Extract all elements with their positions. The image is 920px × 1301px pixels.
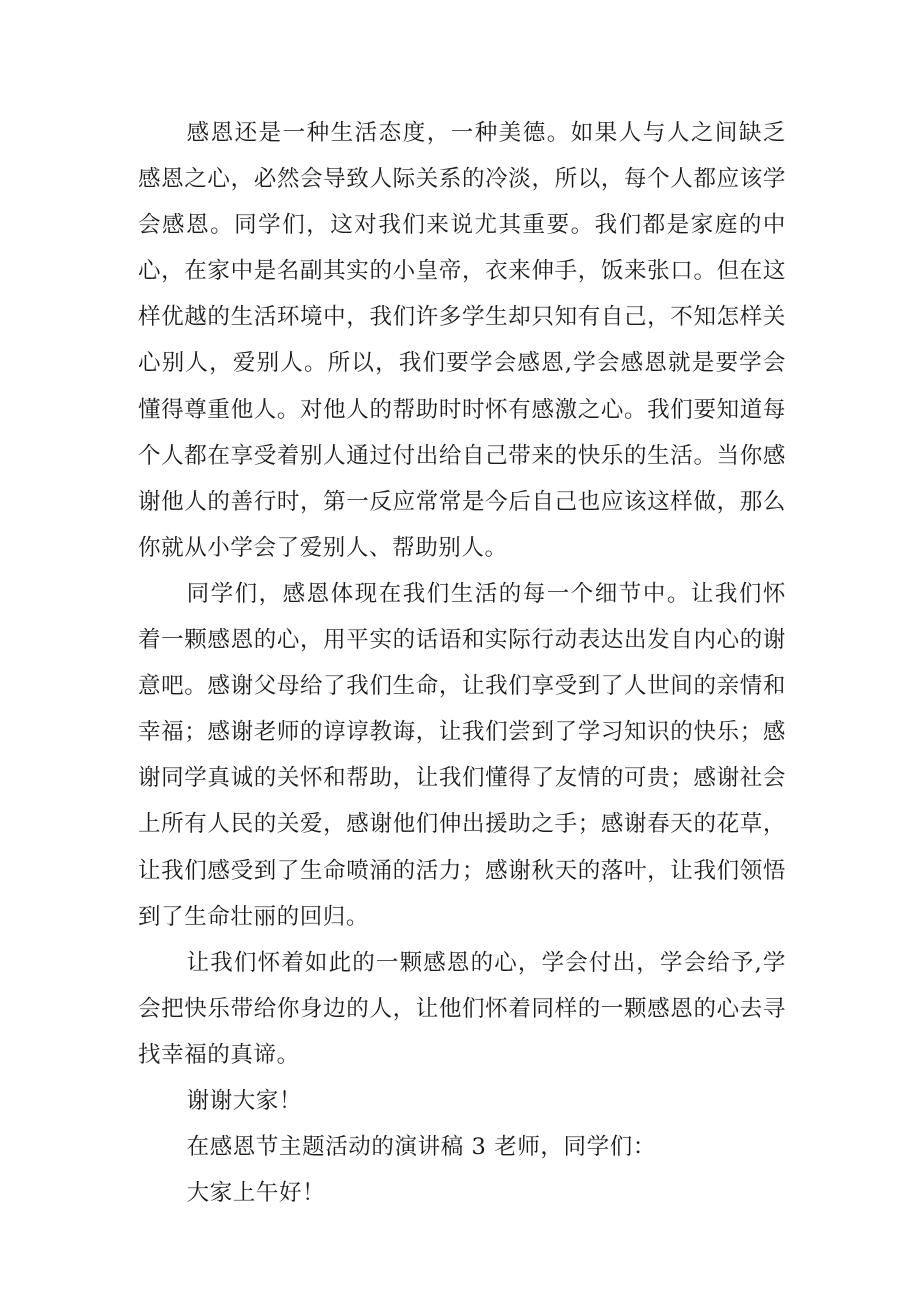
document-body <box>138 110 786 1216</box>
paragraph-gratitude-details: 同学们，感恩体现在我们生活的每一个细节中。让我们怀着一颗感恩的心，用平实的话语和实际行动表达出发自内心的谢意吧。感谢父母给了我们生命，让我们享受到了人世间的亲情和幸福；感谢老师的谆谆教诲，让我们尝到了学习知识的快乐；感谢同学真诚的关怀和帮助，让我们懂得了友情的可贵；感谢社会上所有人民的关爱，感谢他们伸出援助之手；感谢春天的花草，让我们感受到了生命喷涌的活力；感谢秋天的落叶，让我们领悟到了生命壮丽的回归。 <box>138 580 786 930</box>
paragraph-gratitude-attitude: 感恩还是一种生活态度，一种美德。如果人与人之间缺乏感恩之心，必然会导致人际关系的冷淡，所以，每个人都应该学会感恩。同学们，这对我们来说尤其重要。我们都是家庭的中心，在家中是名副其实的小皇帝，衣来伸手，饭来张口。但在这样优越的生活环境中，我们许多学生却只知有自己，不知怎样关心别人，爱别人。所以，我们要学会感恩,学会感恩就是要学会懂得尊重他人。对他人的帮助时时怀有感激之心。我们要知道每个人都在享受着别人通过付出给自己带来的快乐的生活。当你感谢他人的善行时，第一反应常常是今后自己也应该这样做，那么你就从小学会了爱别人、帮助别人。 <box>138 120 786 561</box>
next-speech-heading: 在感恩节主题活动的演讲稿 3 老师，同学们： <box>186 1134 656 1161</box>
greeting-line: 大家上午好！ <box>186 1180 326 1207</box>
closing-thanks: 谢谢大家！ <box>186 1087 303 1114</box>
paragraph-gratitude-heart: 让我们怀着如此的一颗感恩的心，学会付出，学会给予,学会把快乐带给你身边的人，让他们怀着同样的一颗感恩的心去寻找幸福的真谛。 <box>138 949 786 1068</box>
